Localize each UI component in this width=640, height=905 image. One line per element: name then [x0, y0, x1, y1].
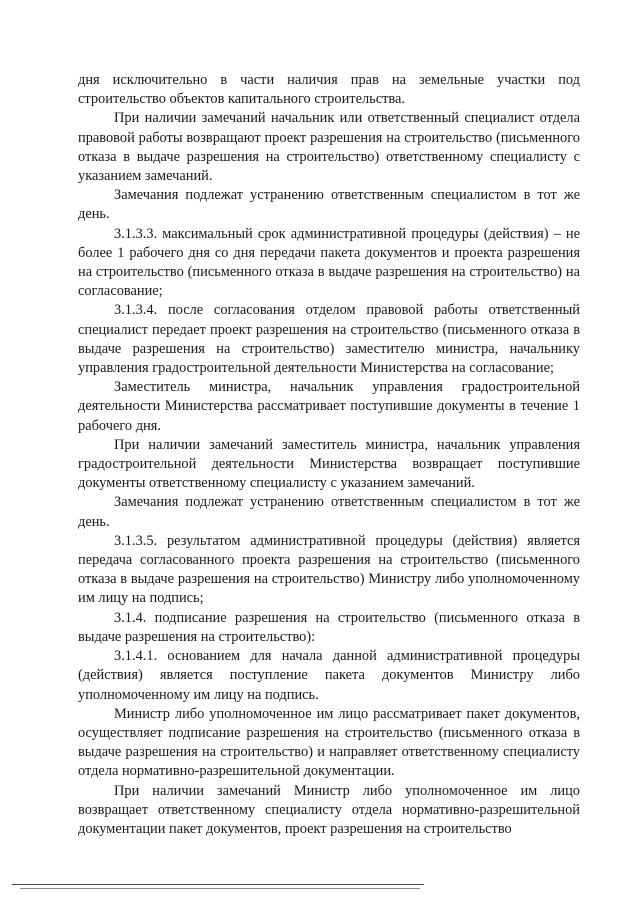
paragraph-4: 3.1.3.3. максимальный срок административной процедуры (действия) – не более 1 рабочего дня со дня передачи пакета документов и проекта разрешения на строительство (письменного отказа в выдаче разрешения на строительство) на согласование; — [78, 225, 580, 300]
paragraph-1: дня исключительно в части наличия прав на земельные участки под строительство объектов капитального строительства. — [78, 72, 580, 108]
paragraph-5: 3.1.3.4. после согласования отделом правовой работы ответственный специалист передает проект разрешения на строительство (письменного отказа в выдаче разрешения на строительство) заместителю министра, начальнику управления градостроительной деятельности Министерства на согласование; — [78, 302, 580, 377]
paragraph-12: Министр либо уполномоченное им лицо рассматривает пакет документов, осуществляет подписание разрешения на строительство (письменного отказа в выдаче разрешения на строительство) и направляет ответственному специалисту отдела нормативно-разрешительной документации. — [78, 705, 580, 780]
paragraph-2: При наличии замечаний начальник или ответственный специалист отдела правовой работы возвращают проект разрешения на строительство (письменного отказа в выдаче разрешения на строительство) ответственному специалисту с указанием замечаний. — [78, 110, 580, 185]
paragraph-10: 3.1.4. подписание разрешения на строительство (письменного отказа в выдаче разрешения на строительство): — [78, 609, 580, 645]
document-body — [78, 71, 580, 839]
paragraph-3: Замечания подлежат устранению ответственным специалистом в тот же день. — [78, 187, 580, 223]
paragraph-8: Замечания подлежат устранению ответственным специалистом в тот же день. — [78, 494, 580, 530]
scan-edge-line-secondary — [20, 888, 420, 889]
paragraph-7: При наличии замечаний заместитель министра, начальник управления градостроительной деятельности Министерства возвращает поступившие документы ответственному специалисту с указанием замечаний. — [78, 436, 580, 492]
paragraph-9: 3.1.3.5. результатом административной процедуры (действия) является передача согласованного проекта разрешения на строительство (письменного отказа в выдаче разрешения на строительство) Министру либо уполномоченному им лицу на подпись; — [78, 532, 580, 607]
scan-edge-line — [12, 884, 424, 885]
paragraph-13: При наличии замечаний Министр либо уполномоченное им лицо возвращает ответственному специалисту отдела нормативно-разрешительной документации пакет документов, проект разрешения на строительство — [78, 782, 580, 837]
paragraph-6: Заместитель министра, начальник управления градостроительной деятельности Министерства рассматривает поступившие документы в течение 1 рабочего дня. — [78, 379, 580, 434]
paragraph-11: 3.1.4.1. основанием для начала данной административной процедуры (действия) является поступление пакета документов Министру либо уполномоченному им лицу на подпись. — [78, 648, 580, 703]
